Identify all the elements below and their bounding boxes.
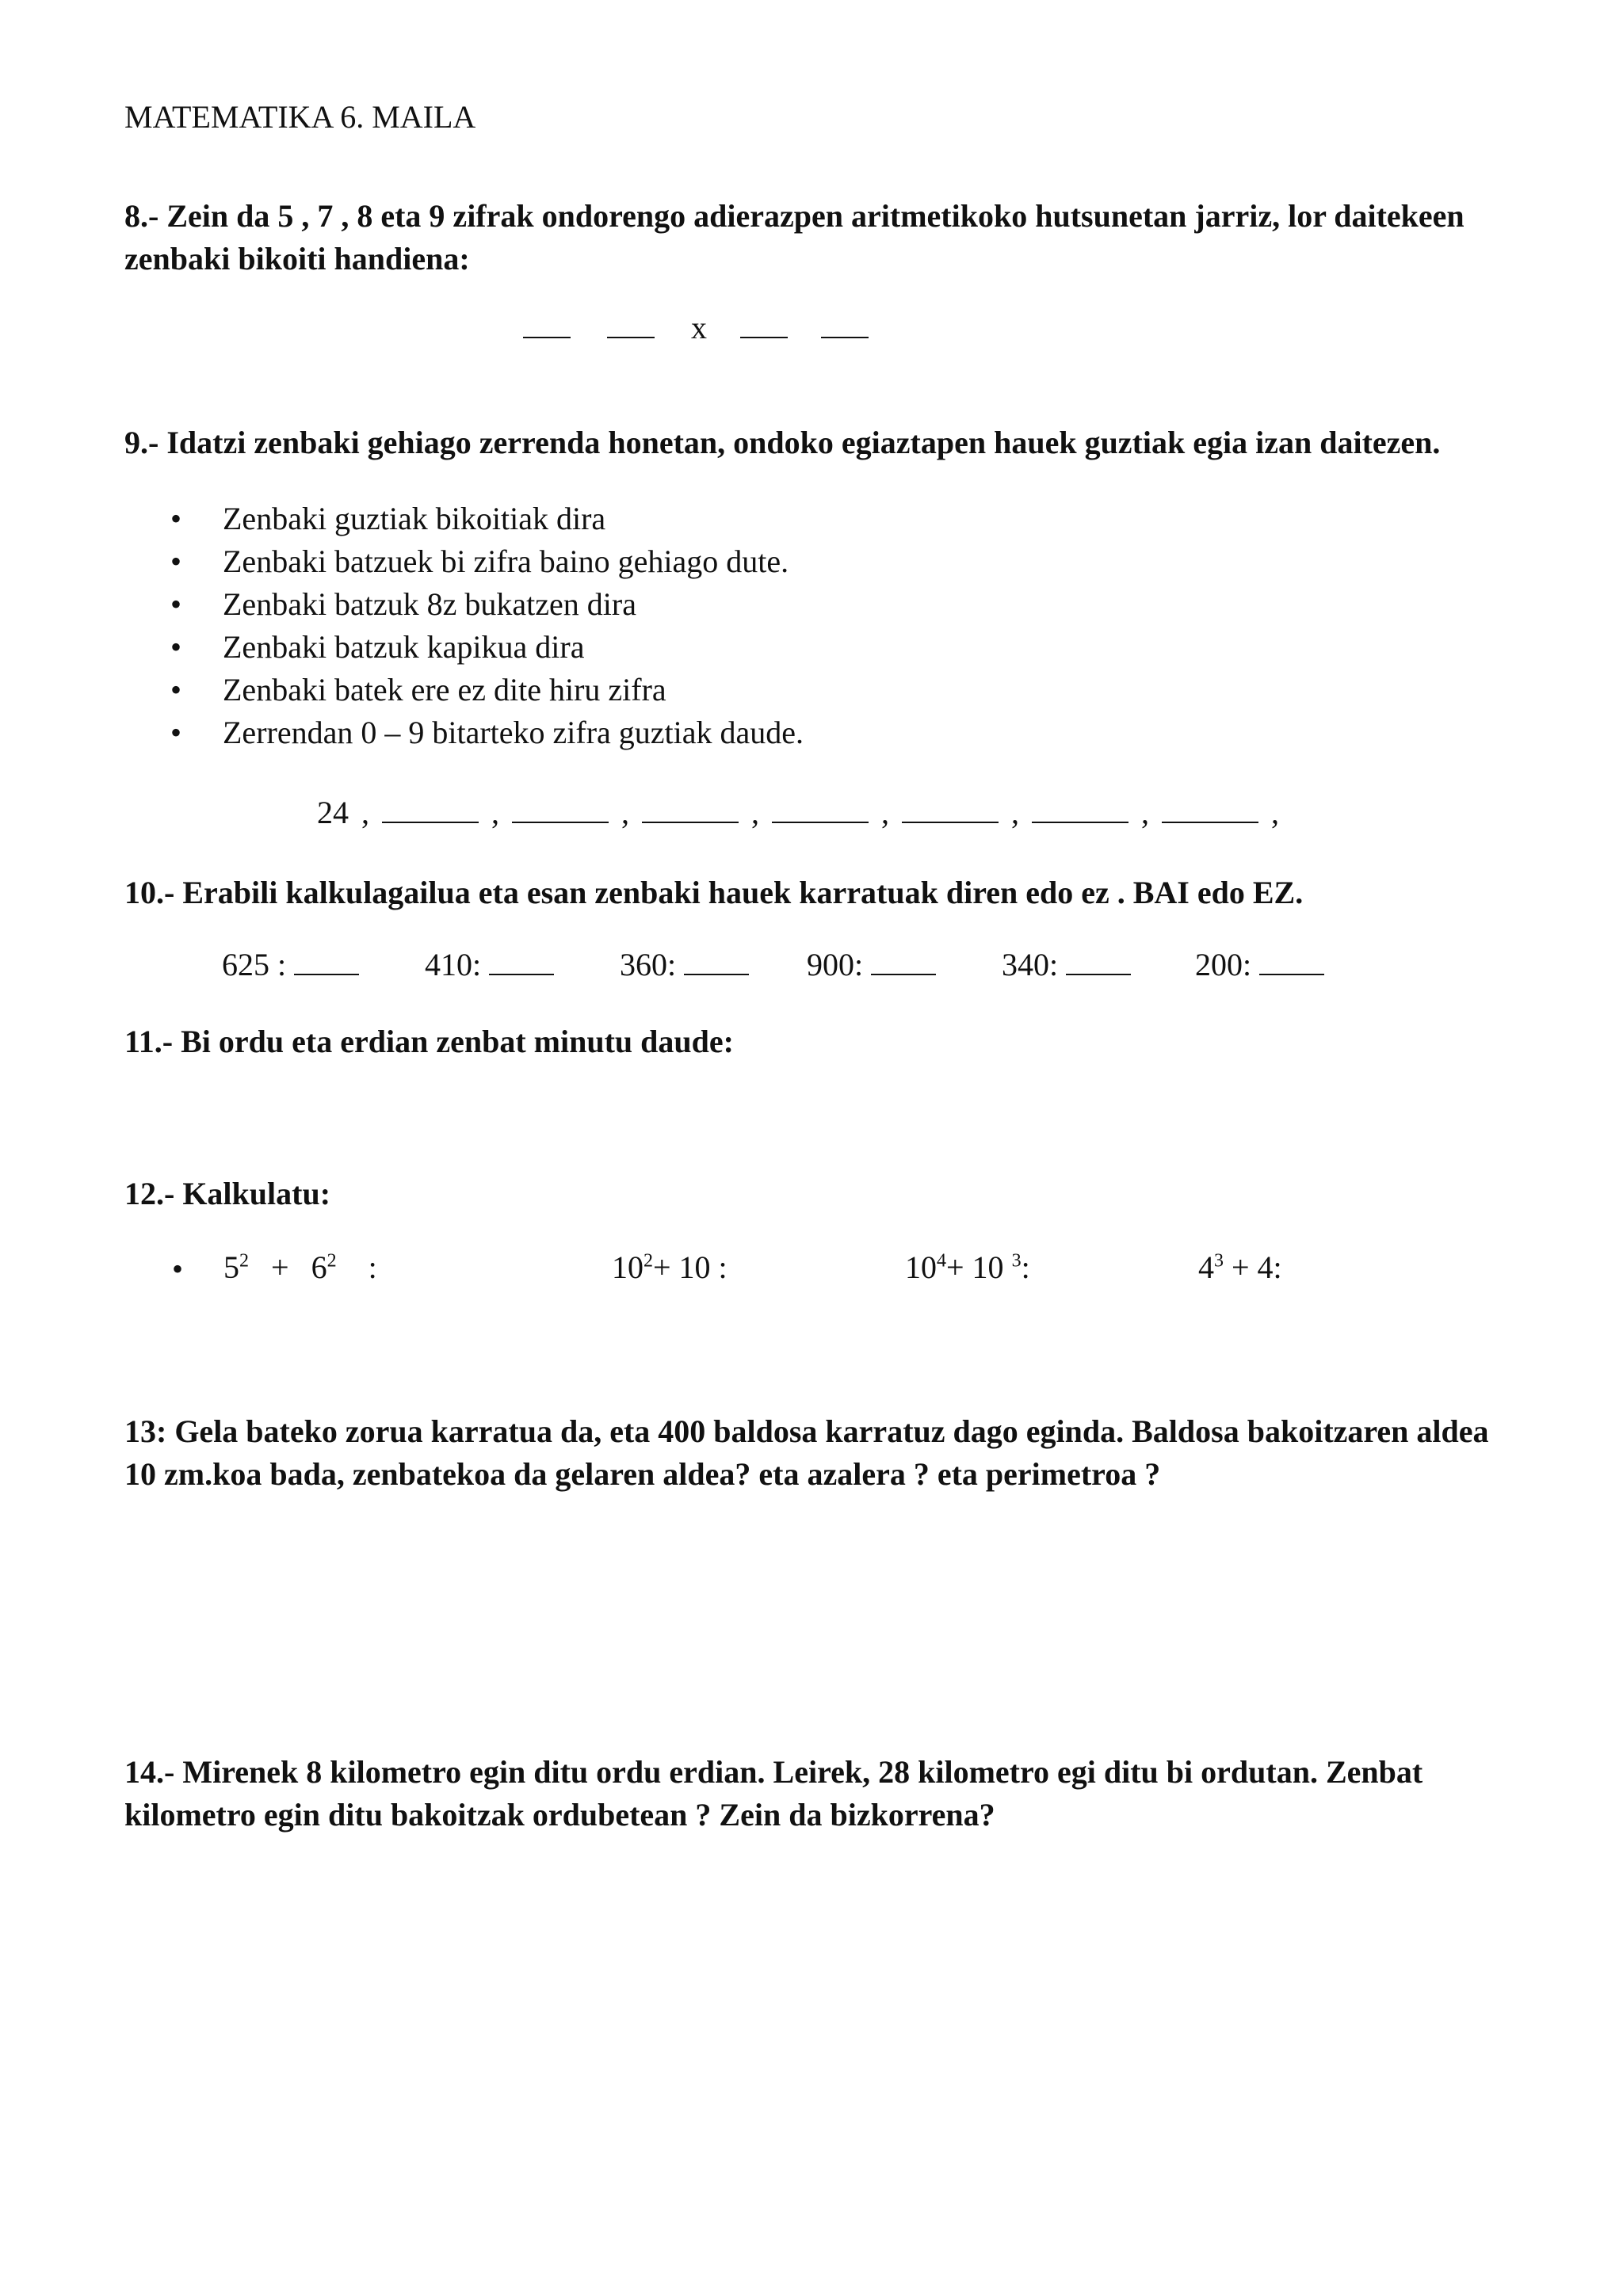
question-8: 8.- Zein da 5 , 7 , 8 eta 9 zifrak ondorengo adierazpen aritmetikoko hutsunetan jarriz, lor daitekeen zenbaki bikoiti handiena: [124,198,1465,277]
q10-answer-blank[interactable] [684,947,749,975]
q10-item: 625 : [222,946,359,983]
q9-statement: • Zenbaki batek ere ez dite hiru zifra [170,669,804,711]
q9-blank[interactable] [382,795,479,823]
q10-answer-blank[interactable] [871,947,936,975]
q9-blank[interactable] [642,795,739,823]
question-12-title: 12.- Kalkulatu: [124,1176,331,1211]
q12-bullet: • [172,1251,184,1287]
q8-operator: x [691,310,707,345]
q12-expression-1: $5^2 + 6^2$ : [223,1249,377,1285]
q12-expression-2: $10^2+ 10$ : [612,1249,727,1285]
q9-sequence-start: 24 [317,795,349,830]
q10-item: 360: [620,946,749,983]
q10-item: 200: [1195,946,1324,983]
q9-blank[interactable] [772,795,869,823]
q9-blank[interactable] [1032,795,1128,823]
q8-blank-3[interactable] [740,310,788,338]
q9-statement: • Zenbaki guztiak bikoitiak dira [170,498,804,540]
q8-expression [523,309,869,346]
question-13: 13: Gela bateko zorua karratua da, eta 400 baldosa karratuz dago eginda. Baldosa bakoitzaren aldea 10 zm.koa bada, zenbatekoa da gelaren aldea? eta azalera ? eta perimetroa ? [124,1413,1489,1492]
q9-statement: • Zenbaki batzuk 8z bukatzen dira [170,583,804,626]
question-9: 9.- Idatzi zenbaki gehiago zerrenda honetan, ondoko egiaztapen hauek guztiak egia izan daitezen. [124,425,1441,460]
q9-blank[interactable] [902,795,999,823]
question-10: 10.- Erabili kalkulagailua eta esan zenbaki hauek karratuak diren edo ez . BAI edo EZ. [124,875,1304,910]
q8-blank-2[interactable] [607,310,655,338]
q9-number-sequence: 24 , , , , , , , , [317,795,1279,830]
q8-blank-4[interactable] [821,310,869,338]
q9-statement: • Zenbaki batzuk kapikua dira [170,626,804,669]
q9-statement: • Zerrendan 0 – 9 bitarteko zifra guztiak daude. [170,711,804,754]
q12-expression-3: $10^4+ 10$ $^3$: [905,1249,1030,1285]
q10-item: 410: [425,946,554,983]
q12-expression-4: $4^3 + 4$: [1198,1249,1282,1285]
question-14: 14.- Mirenek 8 kilometro egin ditu ordu erdian. Leirek, 28 kilometro egi ditu bi ordutan. Zenbat kilometro egin ditu bakoitzak ordubetean ? Zein da bizkorrena? [124,1754,1423,1833]
q9-blank[interactable] [512,795,609,823]
q10-answer-blank[interactable] [1259,947,1324,975]
question-11: 11.- Bi ordu eta erdian zenbat minutu daude: [124,1024,734,1059]
q10-item: 340: [1002,946,1131,983]
q10-answer-blank[interactable] [489,947,554,975]
q10-answer-blank[interactable] [294,947,359,975]
page-header: MATEMATIKA 6. MAILA [124,99,476,135]
q10-item: 900: [807,946,936,983]
q8-blank-1[interactable] [523,310,571,338]
q9-statements-list [170,498,804,754]
q9-blank[interactable] [1162,795,1258,823]
q10-answer-blank[interactable] [1066,947,1131,975]
q9-statement: • Zenbaki batzuek bi zifra baino gehiago dute. [170,540,804,583]
